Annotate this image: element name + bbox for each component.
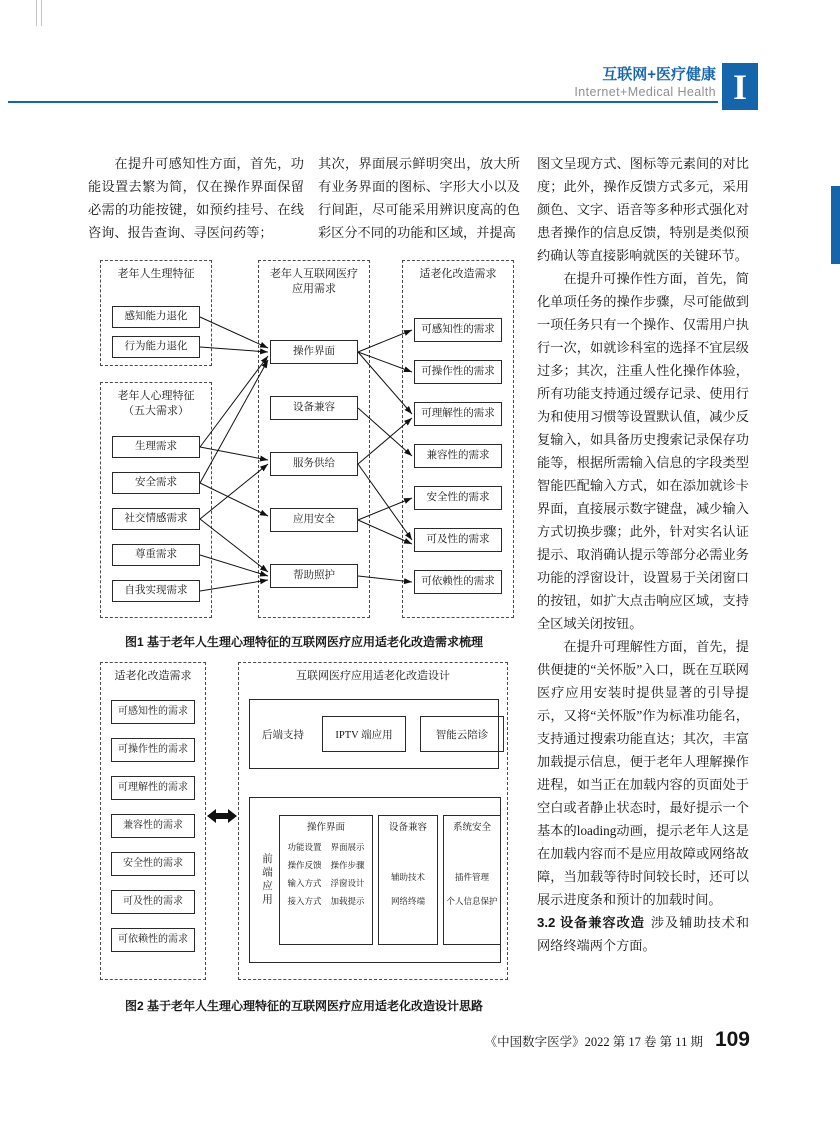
figure-2 [88, 656, 520, 986]
fig1-need-item: 可理解性的需求 [414, 402, 502, 426]
fig2-device-box [378, 815, 438, 945]
edge-accent-bar [831, 186, 840, 264]
fig1-physio-item: 感知能力退化 [112, 306, 200, 328]
fig2-backend-box [249, 699, 499, 769]
fig1-psych-item: 自我实现需求 [112, 580, 200, 602]
fig2-ui-row: 操作反馈 操作步骤 [287, 860, 365, 870]
fig2-frontend-box [249, 797, 501, 963]
journal-info: 《中国数字医学》2022 第 17 卷 第 11 期 [484, 1035, 703, 1049]
fig2-need-item: 安全性的需求 [111, 852, 195, 876]
fig2-security-title: 系统安全 [452, 823, 491, 833]
fig1-psych-item: 安全需求 [112, 472, 200, 494]
fig2-need-item: 可感知性的需求 [111, 700, 195, 724]
crop-mark [41, 0, 42, 26]
figure-1 [88, 256, 520, 630]
fig1-need-item: 可感知性的需求 [414, 318, 502, 342]
figure-1-caption: 图1 基于老年人生理心理特征的互联网医疗应用适老化改造需求梳理 [124, 635, 483, 649]
fig1-psych-item: 生理需求 [112, 436, 200, 458]
subsection-text: 涉及辅助技术和网络终端两个方面。 [537, 915, 750, 953]
fig1-group-title: 老年人生理特征 [117, 268, 195, 280]
fig1-app-item: 应用安全 [270, 508, 358, 532]
fig1-need-item: 兼容性的需求 [414, 444, 502, 468]
header-rule [8, 101, 718, 103]
figure-2-caption: 图2 基于老年人生理心理特征的互联网医疗应用适老化改造设计思路 [124, 999, 483, 1013]
fig2-group-title: 适老化改造需求 [114, 670, 192, 682]
paragraph: 图文呈现方式、图标等元素间的对比度；此外，操作反馈方式多元，采用颜色、文字、语音等多种形式强化对患者操作的信息反馈，特别是类似预约确认等直接影响就医的关键环节。 [537, 156, 749, 263]
fig2-ui-title: 操作界面 [306, 823, 345, 833]
text-column-3 [537, 152, 749, 957]
fig2-ui-box [279, 815, 373, 945]
fig2-security-box [443, 815, 501, 945]
fig2-backend-item: 智能云陪诊 [420, 716, 504, 752]
crop-mark [36, 0, 37, 26]
fig1-need-item: 可依赖性的需求 [414, 570, 502, 594]
subsection-heading: 3.2 设备兼容改造 [537, 915, 645, 930]
fig1-app-item: 服务供给 [270, 452, 358, 476]
text-column-2: 其次，界面展示鲜明突出，放大所有业务界面的图标、字形大小以及行间距，尽可能采用辨识度高的色彩区分不同的功能和区域，并提高 [318, 156, 520, 240]
fig2-ui-row: 接入方式 加载提示 [287, 896, 365, 906]
fig1-group-title: 老年人互联网医疗 应用需求 [270, 268, 358, 295]
fig2-backend-label: 后端支持 [262, 729, 304, 741]
section-title-cn: 互联网+医疗健康 [602, 66, 716, 83]
fig1-physio-item: 行为能力退化 [112, 336, 200, 358]
fig1-app-item: 设备兼容 [270, 396, 358, 420]
fig2-need-item: 可操作性的需求 [111, 738, 195, 762]
journal-logo-letter: I [732, 66, 747, 107]
fig1-need-item: 可操作性的需求 [414, 360, 502, 384]
fig2-device-title: 设备兼容 [388, 823, 427, 833]
fig2-ui-items [280, 842, 372, 907]
journal-logo [722, 63, 758, 110]
fig2-group-design [238, 662, 508, 980]
fig1-need-item: 安全性的需求 [414, 486, 502, 510]
double-arrow-icon [207, 808, 237, 824]
fig2-need-item: 可依赖性的需求 [111, 928, 195, 952]
fig1-psych-item: 社交情感需求 [112, 508, 200, 530]
fig2-device-items: 辅助技术 网络终端 [390, 872, 425, 906]
fig1-app-item: 操作界面 [270, 340, 358, 364]
fig2-backend-item: IPTV 端应用 [322, 716, 406, 752]
section-title-en: Internet+Medical Health [574, 85, 716, 99]
fig2-security-items: 插件管理 个人信息保护 [446, 872, 498, 906]
fig2-need-item: 兼容性的需求 [111, 814, 195, 838]
page-footer [400, 1028, 750, 1052]
fig1-app-item: 帮助照护 [270, 564, 358, 588]
fig1-psych-item: 尊重需求 [112, 544, 200, 566]
fig1-group-title: 老年人心理特征 （五大需求） [117, 390, 195, 417]
fig2-need-item: 可理解性的需求 [111, 776, 195, 800]
fig1-need-item: 可及性的需求 [414, 528, 502, 552]
page-header [574, 66, 716, 100]
fig2-design-title: 互联网医疗应用适老化改造设计 [296, 670, 450, 682]
paragraph: 在提升可理解性方面，首先，提供便捷的“关怀版”入口，既在互联网医疗应用安装时提供显著的引导提示，又将“关怀版”作为标准功能名，支持通过搜索功能直达；其次，丰富加载提示信息，便于老年人理解操作进程，如当正在加载内容的页面处于空白或者静止状态时，最好提示一个基本的loading动画，提示老年人这是在加载内容而不是应用故障或网络故障，当加载等待时间较长时，还可以展示进度条和预计的加载时间。 [537, 639, 749, 907]
paragraph: 在提升可操作性方面，首先，简化单项任务的操作步骤，尽可能做到一项任务只有一个操作、仅需用户执行一次，如就诊科室的选择不宜层级过多；其次，注重人性化操作体验，所有功能支持通过缓存记录、使用行为和使用习惯等设置默认值，减少反复输入，如具备历史搜索记录保存功能等，根据所需输入信息的字段类型智能匹配输入方式，如在添加就诊卡界面，直接展示数字键盘，减少输入方式切换步骤；此外，针对实名认证提示、取消确认提示等部分必需业务功能的浮窗设计，设置易于关闭窗口的按钮，如扩大点击响应区域，支持全区域关闭按钮。 [537, 271, 749, 631]
fig1-group-title: 适老化改造需求 [419, 268, 497, 280]
fig2-need-item: 可及性的需求 [111, 890, 195, 914]
page-number: 109 [714, 1028, 750, 1051]
fig2-frontend-label: 前端应用 [261, 853, 272, 907]
text-column-1: 在提升可感知性方面，首先，功能设置去繁为简，仅在操作界面保留必需的功能按键，如预约挂号、在线咨询、报告查询、寻医问药等； [88, 156, 304, 240]
fig2-ui-row: 输入方式 浮窗设计 [287, 878, 365, 888]
fig2-ui-row: 功能设置 界面展示 [287, 842, 365, 852]
paragraph [537, 911, 749, 957]
